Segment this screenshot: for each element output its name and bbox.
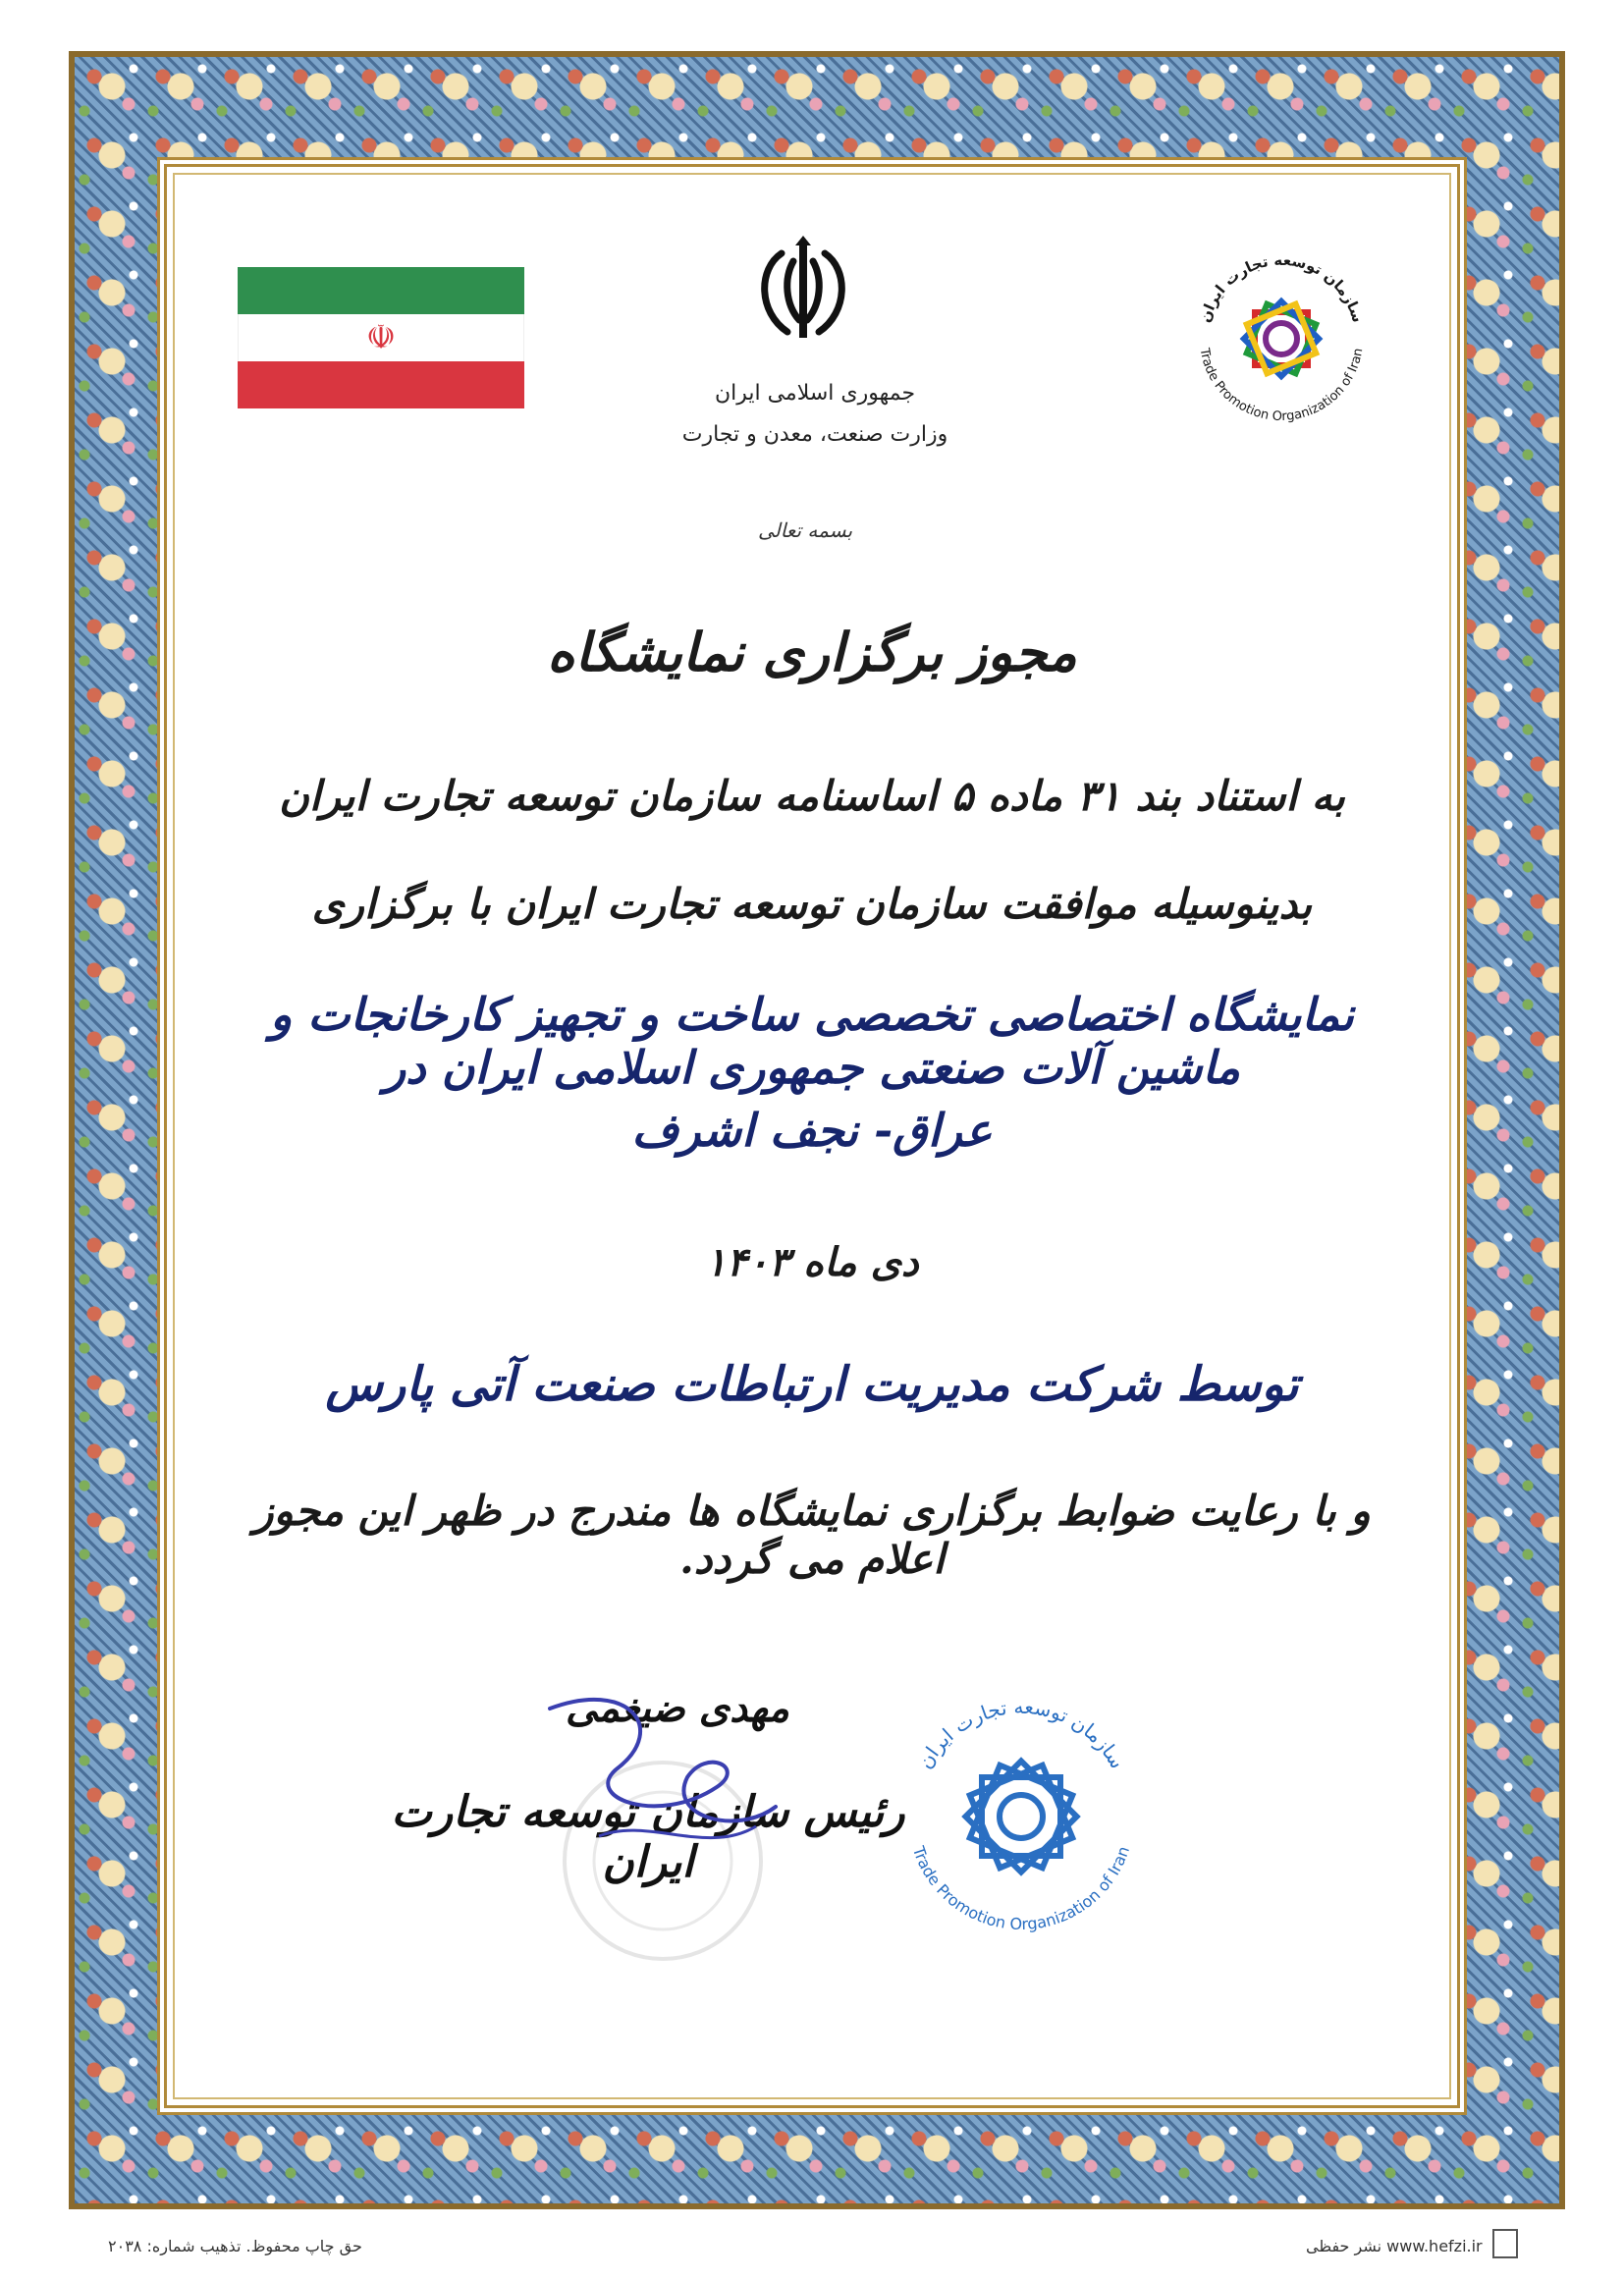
stamp-text-en: Trade Promotion Organization of Iran [908,1843,1134,1934]
flag-white-stripe [238,314,524,361]
publisher-link[interactable]: www.hefzi.ir نشر حفظی [1306,2237,1483,2255]
national-emblem-icon [744,236,862,344]
signatory-name: مهدی ضیغمی [566,1685,789,1731]
iran-flag [238,267,524,408]
body-line-3: نمایشگاه اختصاصی تخصصی ساخت و تجهیز کارخانجات و ماشین آلات صنعتی جمهوری اسلامی ایران در [270,988,1354,1094]
svg-text:Trade Promotion Organization o [1196,347,1366,425]
basmala: بسمه تعالی [757,518,853,542]
flag-emblem-icon: ☫ [365,318,397,357]
publisher-logo-icon [1492,2229,1518,2258]
tpo-logo [1178,236,1384,442]
tpo-logo-text-en: Trade Promotion Organization of Iran [1196,347,1367,425]
tpo-star-icon [1244,301,1319,376]
body-line-6: توسط شرکت مدیریت ارتباطات صنعت آتی پارس [325,1357,1299,1412]
ministry-line-1: جمهوری اسلامی ایران [714,381,916,406]
tpo-logo-text-fa: سازمان توسعه تجارت ایران [1195,250,1368,325]
flag-green-stripe [238,267,524,314]
body-line-2: بدینوسیله موافقت سازمان توسعه تجارت ایران با برگزاری [311,880,1313,928]
body-line-5: دی ماه ۱۴۰۳ [705,1239,919,1285]
page-title: مجوز برگزاری نمایشگاه [547,621,1077,683]
body-line-4: عراق- نجف اشرف [631,1104,993,1157]
body-line-7: و با رعایت ضوابط برگزاری نمایشگاه ها مندرج در ظهر این مجوز اعلام می گردد. [253,1487,1371,1583]
body-line-1: به استناد بند ۳۱ ماده ۵ اساسنامه سازمان توسعه تجارت ایران [279,772,1345,820]
flag-red-stripe [238,361,524,408]
signatory-title: رئیس سازمان توسعه تجارت ایران [391,1787,905,1887]
stamp-text-fa: سازمان توسعه تجارت ایران [912,1694,1130,1773]
stamp-star-icon [965,1761,1076,1872]
ministry-line-2: وزارت صنعت، معدن و تجارت [681,422,948,447]
copyright-note: حق چاپ محفوظ. تذهیب شماره: ۲۰۳۸ [108,2237,362,2255]
handwritten-signature [511,1669,805,1885]
official-stamp [874,1669,1168,1964]
